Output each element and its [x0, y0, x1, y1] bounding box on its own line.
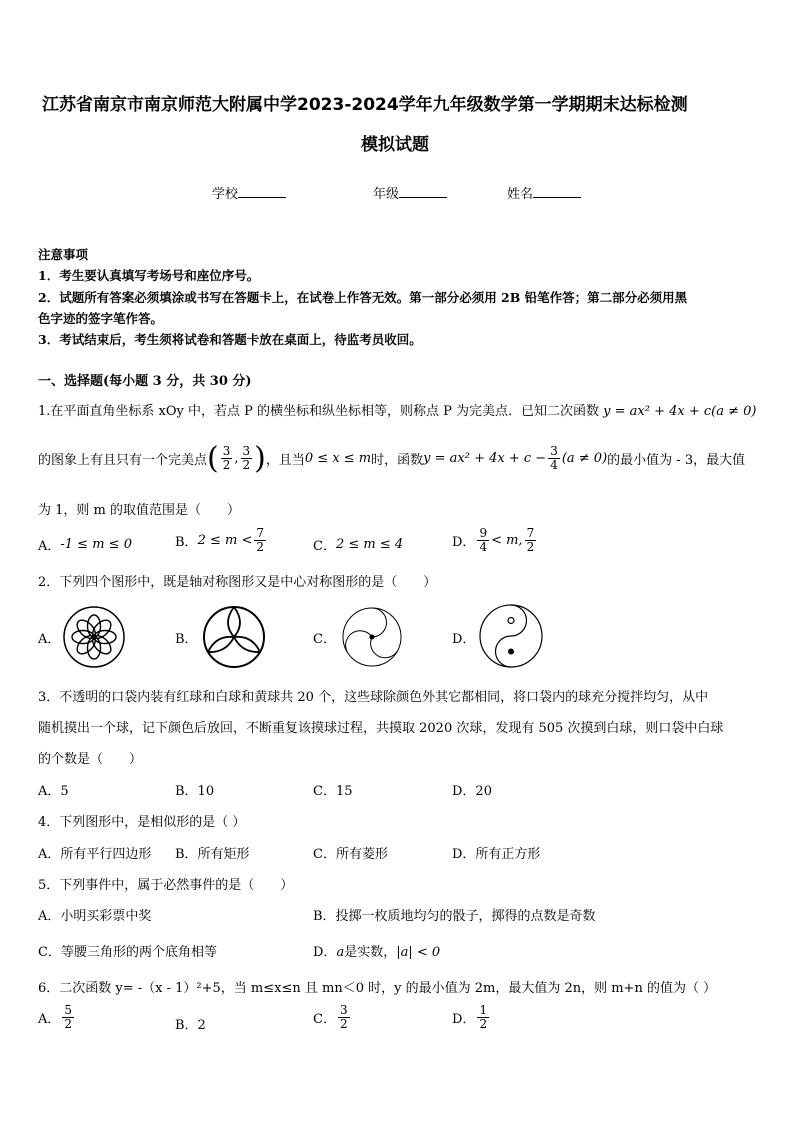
q1-opt-d-frac2 — [525, 527, 537, 554]
q1-opt-d-mid: < m, — [491, 533, 523, 548]
q6-opt-d-frac — [477, 1004, 489, 1031]
q1-option-b — [175, 527, 268, 554]
q1-option-d — [452, 527, 538, 554]
notes-item-2: 2．试题所有答案必须填涂或书写在答题卡上，在试卷上作答无效。第一部分必须用 2B 铅笔作答；第二部分必须用黑 — [38, 290, 688, 305]
q1-opt-d-den1: 4 — [479, 540, 488, 554]
name-label: 姓名 — [507, 187, 534, 202]
q1-line2a: 的图象上有且只有一个完美点 — [38, 453, 208, 468]
q1-opt-d-num2: 7 — [526, 526, 535, 540]
three-leaf-figure — [202, 605, 266, 669]
q6-opt-c-den: 2 — [339, 1017, 348, 1031]
q5-opt-d-label: D． — [313, 945, 337, 960]
q1-opt-a-label: A． — [38, 539, 61, 554]
q1-opt-b-math: 2 ≤ m < — [197, 533, 253, 548]
q1-text: 1.在平面直角坐标系 xOy 中，若点 P 的横坐标和纵坐标相等，则称点 P 为完美点．已知二次函数 — [38, 404, 600, 419]
q6-opt-c-frac — [338, 1004, 350, 1031]
q6-text: 6．二次函数 y= -（x - 1）²+5，当 m≤x≤n 且 mn＜0 时，y 的最小值为 2m，最大值为 2n，则 m+n 的值为（ ） — [38, 981, 717, 996]
q3-option-d: D．20 — [452, 784, 492, 799]
q1-line2d: 的最小值为 - 3，最大值 — [607, 453, 746, 468]
q6-opt-d-label: D． — [452, 1012, 476, 1027]
school-blank — [238, 185, 286, 198]
q1-opt-d-den2: 2 — [526, 540, 535, 554]
point-x-den: 2 — [222, 458, 231, 472]
q4-text: 4．下列图形中，是相似形的是（ ） — [38, 815, 246, 830]
grade-field — [373, 183, 447, 202]
q5-opt-d-text: 是实数， — [344, 945, 397, 960]
school-label: 学校 — [212, 187, 239, 202]
q5-opt-d-var: a — [336, 945, 345, 960]
q6-option-b: B．2 — [175, 1018, 206, 1033]
q1-line3: 为 1，则 m 的取值范围是（ ） — [38, 503, 240, 518]
q1-func1: y = ax² + 4x + c(a ≠ 0) — [603, 404, 757, 419]
section-heading: 一、选择题(每小题 3 分，共 30 分) — [38, 374, 252, 389]
name-blank — [533, 185, 581, 198]
q6-option-c — [313, 1004, 352, 1031]
page-title-line2: 模拟试题 — [361, 135, 429, 155]
q6-opt-d-num: 1 — [479, 1003, 488, 1017]
comma: , — [234, 451, 239, 466]
q3-option-c: C．15 — [313, 784, 353, 799]
q1-frac — [548, 445, 560, 472]
right-paren: ) — [254, 441, 266, 476]
q6-opt-a-num: 5 — [64, 1003, 73, 1017]
q1-option-a — [38, 535, 132, 554]
triple-swirl-figure — [340, 605, 404, 669]
q6-opt-a-label: A． — [38, 1012, 61, 1027]
left-paren: ( — [207, 441, 219, 476]
q6-opt-a-den: 2 — [64, 1017, 73, 1031]
q1-func2a: y = ax² + 4x + c − — [423, 451, 547, 466]
grade-blank — [399, 185, 447, 198]
q5-option-b: B．投掷一枚质地均匀的骰子，掷得的点数是奇数 — [313, 909, 596, 924]
q2-text: 2．下列四个图形中，既是轴对称图形又是中心对称图形的是（ ） — [38, 575, 437, 590]
q1-line2 — [38, 441, 745, 476]
grade-label: 年级 — [373, 187, 400, 202]
q1-opt-c-math: 2 ≤ m ≤ 4 — [335, 537, 404, 552]
point-y-fraction — [241, 445, 253, 472]
q2-label-b: B． — [175, 632, 198, 647]
q3-line1: 3．不透明的口袋内装有红球和白球和黄球共 20 个，这些球除颜色外其它都相同，将口袋内的球充分搅拌均匀，从中 — [38, 690, 709, 705]
q3-option-a: A．5 — [38, 784, 69, 799]
q5-option-c: C．等腰三角形的两个底角相等 — [38, 945, 217, 960]
q1-opt-a-math: -1 ≤ m ≤ 0 — [60, 537, 132, 552]
point-x-fraction — [221, 445, 233, 472]
q1-opt-d-num1: 9 — [479, 526, 488, 540]
q1-frac-num: 3 — [550, 444, 558, 458]
q1-opt-b-num: 7 — [256, 526, 264, 540]
point-y-num: 3 — [242, 444, 251, 458]
q1-frac-den: 4 — [550, 458, 558, 472]
q1-line2b: ，且当 — [265, 453, 305, 468]
flower-figure — [62, 605, 126, 669]
point-x-num: 3 — [222, 444, 231, 458]
q5-option-a: A．小明买彩票中奖 — [38, 909, 152, 924]
name-field — [507, 183, 581, 202]
q4-option-c: C．所有菱形 — [313, 847, 388, 862]
notes-item-3: 3．考试结束后，考生须将试卷和答题卡放在桌面上，待监考员收回。 — [38, 332, 422, 347]
q5-text: 5．下列事件中，属于必然事件的是（ ） — [38, 878, 294, 893]
q3-line3: 的个数是（ ） — [38, 752, 143, 767]
q6-opt-d-den: 2 — [479, 1017, 488, 1031]
page-title-line1: 江苏省南京市南京师范大附属中学2023-2024学年九年级数学第一学期期末达标检测 — [42, 95, 688, 115]
q1-opt-d-frac1 — [477, 527, 489, 554]
notes-heading: 注意事项 — [38, 247, 89, 262]
q6-option-a — [38, 1004, 76, 1031]
q1-opt-d-label: D． — [452, 535, 476, 550]
q1-opt-b-frac — [254, 527, 266, 554]
q1-cond: 0 ≤ x ≤ m — [304, 451, 372, 466]
q4-option-b: B．所有矩形 — [175, 847, 250, 862]
q2-label-a: A． — [38, 632, 61, 647]
q1-opt-c-label: C． — [313, 539, 336, 554]
q4-option-a: A．所有平行四边形 — [38, 847, 152, 862]
q6-opt-c-num: 3 — [339, 1003, 348, 1017]
q1-option-c — [313, 535, 403, 554]
point-y-den: 2 — [242, 458, 251, 472]
school-field — [212, 183, 286, 202]
q6-opt-a-frac — [62, 1004, 74, 1031]
q1-line1 — [38, 400, 757, 419]
q5-option-d — [313, 941, 440, 960]
q1-opt-b-den: 2 — [256, 540, 264, 554]
q1-func2b: (a ≠ 0) — [561, 451, 608, 466]
notes-item-2-cont: 色字迹的签字笔作答。 — [38, 311, 164, 326]
q4-option-d: D．所有正方形 — [452, 847, 541, 862]
q5-opt-d-math: |a| < 0 — [396, 945, 441, 960]
notes-item-1: 1．考生要认真填写考场号和座位序号。 — [38, 268, 260, 283]
yin-yang-figure — [478, 603, 544, 669]
q1-line2c: 时，函数 — [371, 453, 424, 468]
q3-line2: 随机摸出一个球，记下颜色后放回，不断重复该摸球过程，共摸取 2020 次球，发现有 505 次摸到白球，则口袋中白球 — [38, 721, 724, 736]
q6-opt-c-label: C． — [313, 1012, 336, 1027]
q2-label-c: C． — [313, 632, 336, 647]
q3-option-b: B．10 — [175, 784, 215, 799]
q1-opt-b-label: B． — [175, 535, 198, 550]
q2-label-d: D． — [452, 632, 476, 647]
q6-option-d — [452, 1004, 491, 1031]
